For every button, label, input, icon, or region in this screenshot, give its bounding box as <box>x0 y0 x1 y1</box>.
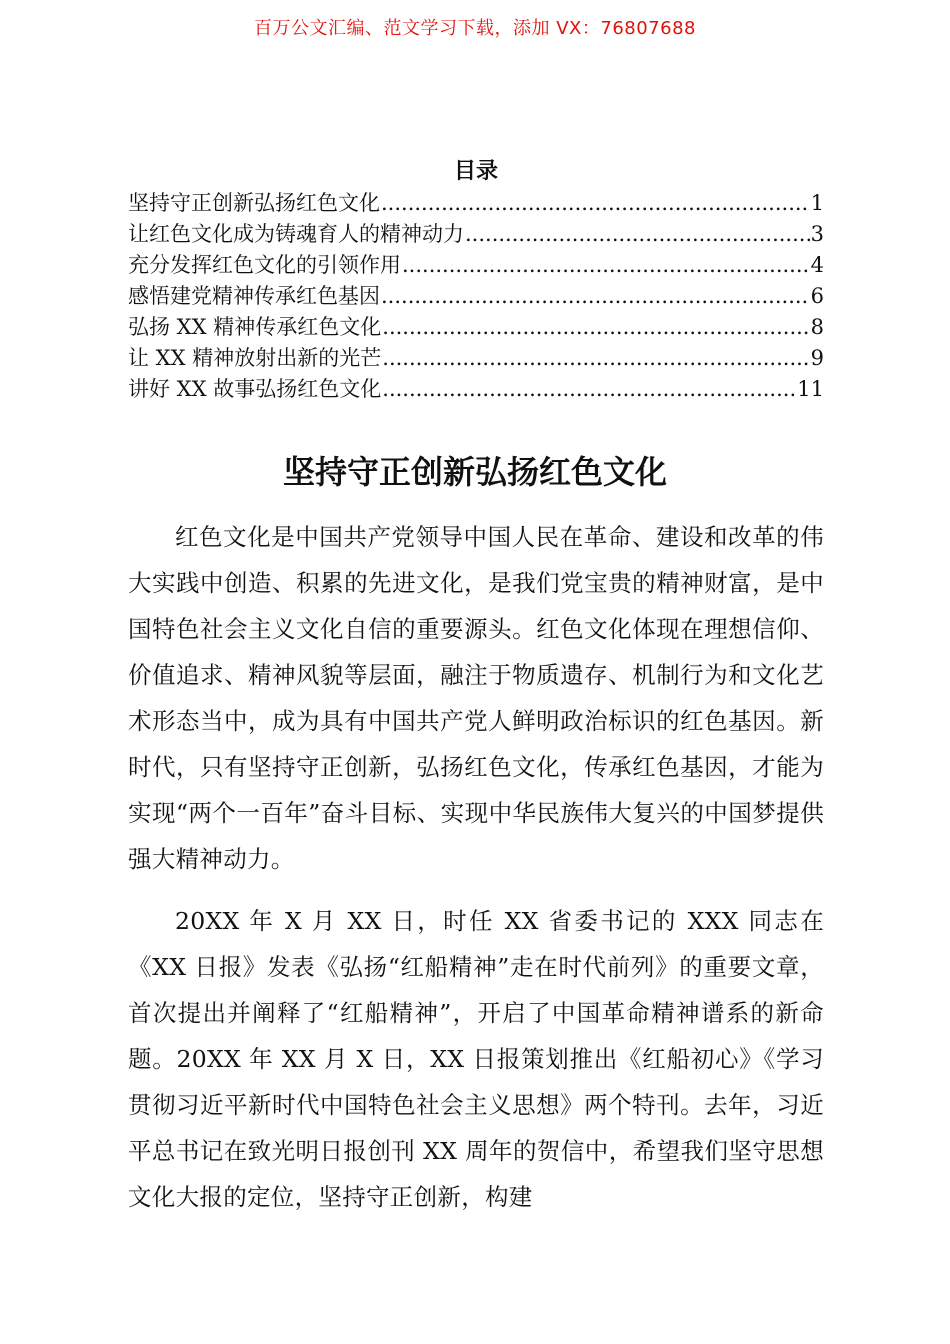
toc-item-label: 感悟建党精神传承红色基因 <box>128 284 380 308</box>
toc-leader-dots <box>381 188 810 219</box>
toc-item-label: 让红色文化成为铸魂育人的精神动力 <box>128 222 464 246</box>
toc-leader-dots <box>465 219 810 250</box>
toc-leader-dots <box>382 374 796 405</box>
toc-item[interactable] <box>128 374 824 405</box>
toc-item-label: 让 XX 精神放射出新的光芒 <box>128 346 382 370</box>
toc-item[interactable] <box>128 219 824 250</box>
toc-leader-dots <box>381 281 810 312</box>
toc-leader-dots <box>382 343 809 374</box>
toc-item[interactable] <box>128 281 824 312</box>
article-title: 坚持守正创新弘扬红色文化 <box>282 453 667 491</box>
toc-leader-dots <box>382 312 809 343</box>
article-paragraph: 20XX 年 X 月 XX 日，时任 XX 省委书记的 XXX 同志在《XX 日报》发表《弘扬“红船精神”走在时代前列》的重要文章，首次提出并阐释了“红船精神”，开启了中国革命精神谱系的新命题。20XX 年 XX 月 X 日，XX 日报策划推出《红船初心》《学习贯彻习近平新时代中国特色社会主义思想》两个特刊。去年，习近平总书记在致光明日报创刊 XX 周年的贺信中，希望我们坚守思想文化大报的定位，坚持守正创新，构建 <box>128 907 824 1211</box>
toc-item-page: 6 <box>810 284 824 308</box>
toc-title: 目录 <box>453 158 498 184</box>
toc-item[interactable] <box>128 312 824 343</box>
article-body <box>128 514 824 1236</box>
toc-item-page: 1 <box>810 191 824 215</box>
toc-leader-dots <box>402 250 810 281</box>
toc-item-page: 4 <box>810 253 824 277</box>
toc-item[interactable] <box>128 188 824 219</box>
toc-item-label: 弘扬 XX 精神传承红色文化 <box>128 315 382 339</box>
toc-item[interactable] <box>128 250 824 281</box>
table-of-contents <box>128 154 824 405</box>
toc-item-page: 3 <box>810 222 824 246</box>
watermark-header-note: 百万公文汇编、范文学习下载，添加 VX：76807688 <box>254 18 696 39</box>
toc-item[interactable] <box>128 343 824 374</box>
toc-list <box>128 188 824 405</box>
article-paragraph: 红色文化是中国共产党领导中国人民在革命、建设和改革的伟大实践中创造、积累的先进文化，是我们党宝贵的精神财富，是中国特色社会主义文化自信的重要源头。红色文化体现在理想信仰、价值追求、精神风貌等层面，融注于物质遗存、机制行为和文化艺术形态当中，成为具有中国共产党人鲜明政治标识的红色基因。新时代，只有坚持守正创新，弘扬红色文化，传承红色基因，才能为实现“两个一百年”奋斗目标、实现中华民族伟大复兴的中国梦提供强大精神动力。 <box>128 523 824 873</box>
toc-item-page: 8 <box>810 315 824 339</box>
toc-item-page: 9 <box>810 346 824 370</box>
toc-item-label: 充分发挥红色文化的引领作用 <box>128 253 401 277</box>
toc-item-label: 坚持守正创新弘扬红色文化 <box>128 191 380 215</box>
toc-item-page: 11 <box>797 377 824 401</box>
toc-item-label: 讲好 XX 故事弘扬红色文化 <box>128 377 382 401</box>
